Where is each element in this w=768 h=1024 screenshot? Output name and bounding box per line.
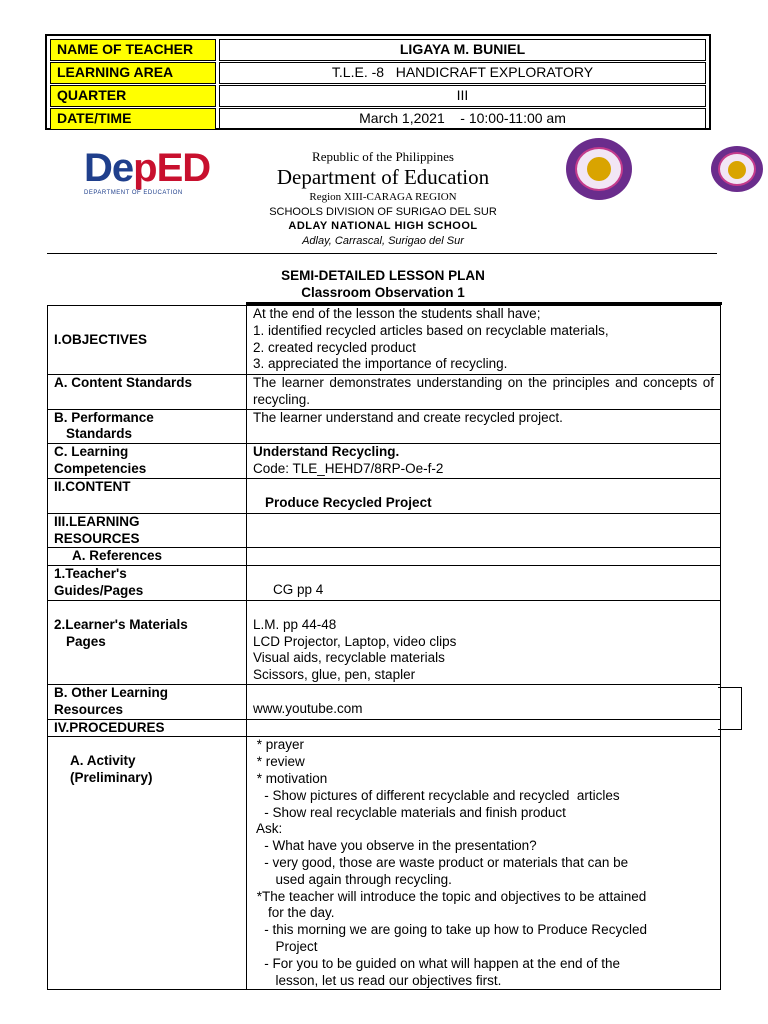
school-seal-small-icon — [711, 146, 763, 192]
row-competencies — [48, 444, 721, 479]
performance-label-line2: Standards — [66, 426, 133, 442]
quarter-label: QUARTER — [50, 85, 216, 107]
info-row-area — [50, 62, 706, 84]
performance-label — [48, 409, 247, 444]
teachers-guides-cell — [247, 566, 721, 601]
competency-title: Understand Recycling. — [253, 444, 400, 460]
content-value: Produce Recycled Project — [265, 494, 432, 510]
learners-materials-item: Scissors, glue, pen, stapler — [253, 667, 416, 683]
learners-materials-item: Visual aids, recyclable materials — [253, 650, 445, 666]
competencies-value — [247, 444, 721, 479]
learning-area-label: LEARNING AREA — [50, 62, 216, 84]
activity-label — [48, 737, 247, 990]
other-resources-cell — [247, 684, 721, 719]
quarter-value: III — [219, 85, 706, 107]
content-standards-label: A. Content Standards — [48, 375, 247, 410]
school-seal-icon — [566, 138, 632, 200]
row-objectives — [48, 306, 721, 375]
activity-cell — [247, 737, 721, 990]
competencies-label-line1: C. Learning — [54, 444, 129, 460]
republic-line: Republic of the Philippines — [312, 149, 454, 164]
learning-resources-label — [48, 513, 247, 548]
learning-resources-line2: RESOURCES — [54, 530, 140, 546]
activity-line: lesson, let us read our objectives first. — [253, 972, 502, 988]
row-activity — [48, 737, 721, 990]
activity-line: Ask: — [253, 821, 283, 837]
other-resources-label — [48, 684, 247, 719]
activity-label-line2: (Preliminary) — [70, 770, 153, 786]
learners-materials-cell — [247, 600, 721, 684]
activity-line: *The teacher will introduce the topic and objectives to be attained — [253, 888, 647, 904]
logo-subtitle: DEPARTMENT OF EDUCATION — [84, 190, 183, 196]
logo-de-text: De — [84, 146, 134, 190]
department-title: Department of Education — [276, 165, 490, 189]
school-address: Adlay, Carrascal, Surigao del Sur — [302, 235, 464, 247]
activity-line: * prayer — [253, 737, 305, 753]
objective-item: 1. identified recycled articles based on recyclable materials, — [253, 322, 609, 338]
activity-line: * review — [253, 754, 305, 770]
activity-line: - this morning we are going to take up how to Produce Recycled — [253, 922, 647, 938]
table-overflow-border — [718, 687, 742, 730]
other-resources-line1: B. Other Learning — [54, 684, 169, 700]
info-row-teacher — [50, 39, 706, 61]
teachers-guides-label — [48, 566, 247, 601]
row-learning-resources — [48, 513, 721, 548]
competencies-label — [48, 444, 247, 479]
other-resources-line2: Resources — [54, 701, 124, 717]
references-label: A. References — [48, 548, 247, 566]
activity-line: - For you to be guided on what will happen at the end of the — [253, 955, 620, 971]
teacher-value: LIGAYA M. BUNIEL — [219, 39, 706, 61]
objective-item: 3. appreciated the importance of recycling. — [253, 356, 508, 372]
division-line: SCHOOLS DIVISION OF SURIGAO DEL SUR — [269, 206, 497, 218]
content-standards-value: The learner demonstrates understanding on the principles and concepts of recycling. — [247, 375, 721, 410]
date-label: DATE/TIME — [50, 108, 216, 130]
activity-line: - Show pictures of different recyclable and recycled articles — [253, 787, 620, 803]
other-resources-value: www.youtube.com — [253, 700, 363, 716]
plan-subtitle: Classroom Observation 1 — [301, 285, 465, 300]
row-performance — [48, 409, 721, 444]
activity-line: * motivation — [253, 770, 328, 786]
teacher-label: NAME OF TEACHER — [50, 39, 216, 61]
references-value — [247, 548, 721, 566]
learners-materials-label — [48, 600, 247, 684]
row-learners-materials — [48, 600, 721, 684]
objective-item: 2. created recycled product — [253, 339, 416, 355]
learners-materials-line1: 2.Learner's Materials — [54, 616, 188, 632]
deped-logo — [84, 146, 211, 196]
objectives-label: I.OBJECTIVES — [48, 306, 247, 375]
competency-code: Code: TLE_HEHD7/8RP-Oe-f-2 — [253, 460, 444, 476]
procedures-label: IV.PROCEDURES — [48, 719, 247, 737]
activity-line: - Show real recyclable materials and finish product — [253, 804, 566, 820]
teacher-info-table — [45, 34, 711, 130]
lesson-plan-table — [47, 305, 721, 990]
logo-ped-text: pED — [133, 146, 211, 190]
row-content-standards — [48, 375, 721, 410]
school-name: ADLAY NATIONAL HIGH SCHOOL — [288, 220, 478, 232]
activity-line: used again through recycling. — [253, 871, 452, 887]
info-row-quarter — [50, 85, 706, 107]
row-content — [48, 478, 721, 513]
learners-materials-item: L.M. pp 44-48 — [253, 616, 337, 632]
learning-resources-value — [247, 513, 721, 548]
teachers-guides-value: CG pp 4 — [273, 582, 324, 598]
header-divider — [47, 253, 717, 254]
region-line: Region XIII-CARAGA REGION — [309, 191, 457, 203]
date-value: March 1,2021 - 10:00-11:00 am — [219, 108, 706, 130]
activity-label-line1: A. Activity — [70, 753, 136, 769]
activity-line: - very good, those are waste product or materials that can be — [253, 854, 629, 870]
content-cell — [247, 478, 721, 513]
row-procedures — [48, 719, 721, 737]
objectives-intro: At the end of the lesson the students shall have; — [253, 306, 541, 321]
procedures-value — [247, 719, 721, 737]
performance-label-line1: B. Performance — [54, 409, 154, 425]
row-other-resources — [48, 684, 721, 719]
objectives-cell — [247, 306, 721, 375]
learners-materials-line2: Pages — [66, 633, 106, 649]
activity-line: for the day. — [253, 905, 335, 921]
competencies-label-line2: Competencies — [54, 460, 147, 476]
teachers-guides-line2: Guides/Pages — [54, 582, 144, 598]
learning-area-value: T.L.E. -8 HANDICRAFT EXPLORATORY — [219, 62, 706, 84]
content-label: II.CONTENT — [48, 478, 247, 513]
activity-line: - What have you observe in the presentation? — [253, 838, 537, 854]
learners-materials-item: LCD Projector, Laptop, video clips — [253, 633, 457, 649]
row-references — [48, 548, 721, 566]
teachers-guides-line1: 1.Teacher's — [54, 566, 127, 582]
row-teachers-guides — [48, 566, 721, 601]
activity-line: Project — [253, 938, 318, 954]
info-row-date — [50, 108, 706, 130]
performance-value: The learner understand and create recycled project. — [247, 409, 721, 444]
plan-title: SEMI-DETAILED LESSON PLAN — [281, 268, 485, 283]
learning-resources-line1: III.LEARNING — [54, 513, 140, 529]
